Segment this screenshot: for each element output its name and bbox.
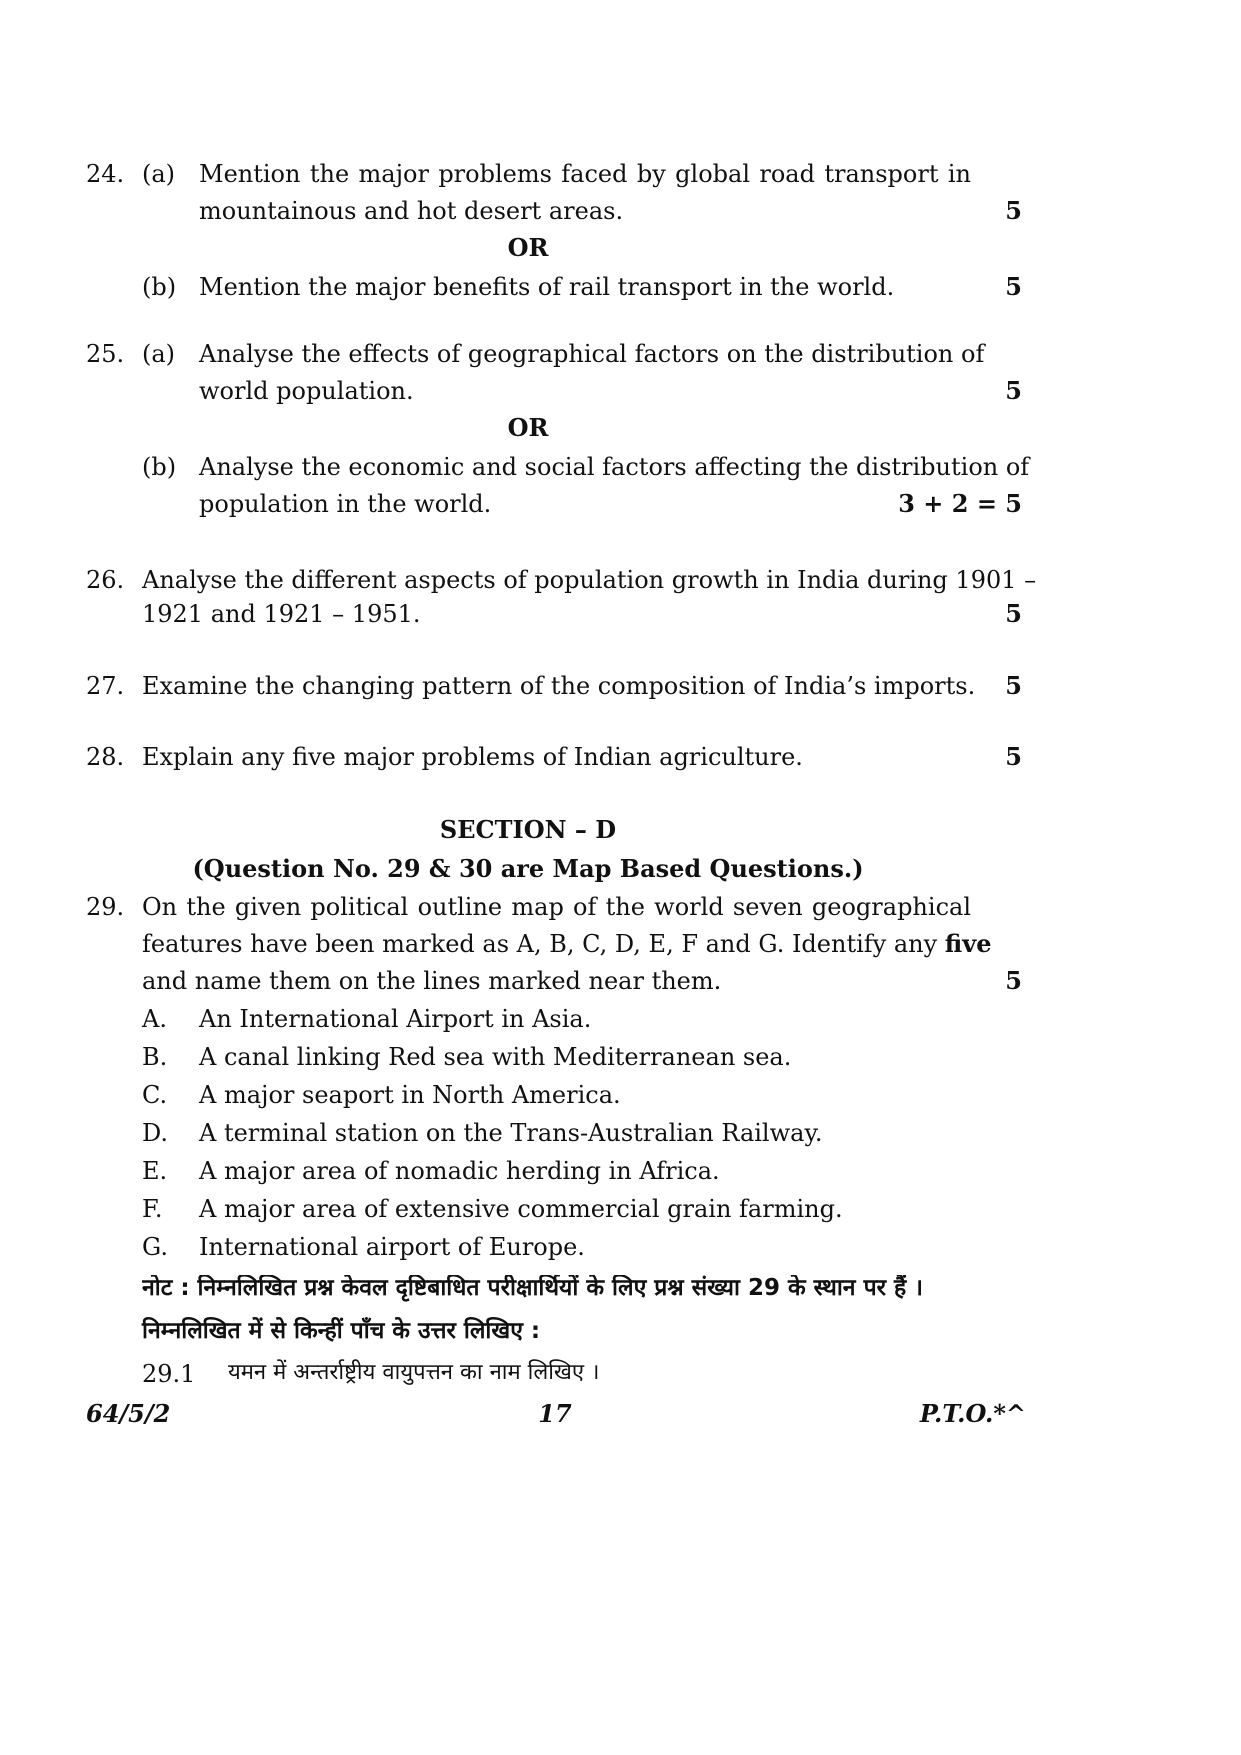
- q26-marks: 5: [1005, 599, 1022, 628]
- q29-item-label: F.: [142, 1195, 163, 1223]
- q29-number: 29.: [86, 893, 125, 921]
- q29-line2-text: features have been marked as A, B, C, D, E, F and G. Identify any: [142, 930, 945, 958]
- hindi-question-number: 29.1: [142, 1360, 196, 1388]
- q27-text: Examine the changing pattern of the composition of India’s imports.: [142, 672, 976, 700]
- hindi-note-line2: निम्नलिखित में से किन्हीं पाँच के उत्तर लिखिए :: [142, 1318, 541, 1344]
- hindi-question-text: यमन में अन्तर्राष्ट्रीय वायुपत्तन का नाम लिखिए ।: [228, 1360, 600, 1385]
- q29-item-label: C.: [142, 1081, 168, 1109]
- page-number: 17: [538, 1399, 572, 1428]
- q29-item-text: A canal linking Red sea with Mediterranean sea.: [199, 1043, 792, 1071]
- q27-number: 27.: [86, 672, 125, 700]
- q25-or: OR: [507, 413, 549, 442]
- q29-marks: 5: [1005, 966, 1022, 995]
- q24-a-line1: Mention the major problems faced by global road transport in: [199, 160, 971, 188]
- q25-b-label: (b): [142, 453, 177, 481]
- q29-item-text: A major seaport in North America.: [199, 1081, 621, 1109]
- q24-a-marks: 5: [1005, 196, 1022, 225]
- q29-line2-emphasis: five: [944, 929, 992, 958]
- q28-text: Explain any five major problems of Indian agriculture.: [142, 743, 803, 771]
- q29-line3: and name them on the lines marked near them.: [142, 967, 722, 995]
- q24-or: OR: [507, 233, 549, 262]
- q25-a-line1: Analyse the effects of geographical factors on the distribution of: [199, 340, 985, 368]
- q29-item-label: D.: [142, 1119, 169, 1147]
- paper-code: 64/5/2: [86, 1399, 171, 1428]
- q24-b-label: (b): [142, 273, 177, 301]
- q25-number: 25.: [86, 340, 125, 368]
- q29-item-text: International airport of Europe.: [199, 1233, 585, 1261]
- q24-b-marks: 5: [1005, 272, 1022, 301]
- q29-line2: [142, 929, 992, 959]
- q27-marks: 5: [1005, 671, 1022, 700]
- q24-b-text: Mention the major benefits of rail transport in the world.: [199, 273, 895, 301]
- section-subtitle: (Question No. 29 & 30 are Map Based Questions.): [192, 854, 864, 883]
- q24-a-label: (a): [142, 160, 176, 188]
- q28-marks: 5: [1005, 742, 1022, 771]
- q26-line1: Analyse the different aspects of population growth in India during 1901 –: [142, 566, 1037, 594]
- q29-item-text: A terminal station on the Trans-Australian Railway.: [199, 1119, 823, 1147]
- q25-b-line1: Analyse the economic and social factors affecting the distribution of: [199, 453, 1030, 481]
- q25-a-label: (a): [142, 340, 176, 368]
- q29-item-text: A major area of nomadic herding in Africa.: [199, 1157, 720, 1185]
- q29-item-text: A major area of extensive commercial grain farming.: [199, 1195, 843, 1223]
- q25-b-line2: population in the world.: [199, 490, 492, 518]
- q28-number: 28.: [86, 743, 125, 771]
- q24-number: 24.: [86, 160, 125, 188]
- q29-item-text: An International Airport in Asia.: [199, 1005, 592, 1033]
- section-title: SECTION – D: [439, 815, 617, 844]
- q24-a-line2: mountainous and hot desert areas.: [199, 197, 624, 225]
- q26-number: 26.: [86, 566, 125, 594]
- q29-line1: On the given political outline map of the world seven geographical: [142, 893, 971, 921]
- q29-item-label: G.: [142, 1233, 168, 1261]
- q25-b-marks: 3 + 2 = 5: [898, 489, 1022, 518]
- pto-label: P.T.O.*^: [919, 1399, 1026, 1428]
- q29-item-label: B.: [142, 1043, 168, 1071]
- q29-item-label: A.: [142, 1005, 167, 1033]
- q25-a-marks: 5: [1005, 376, 1022, 405]
- hindi-note-line1: नोट : निम्नलिखित प्रश्न केवल दृष्टिबाधित परीक्षार्थियों के लिए प्रश्न संख्या 29 के स्थान पर हैं ।: [142, 1275, 923, 1301]
- q25-a-line2: world population.: [199, 377, 414, 405]
- q26-line2: 1921 and 1921 – 1951.: [142, 600, 421, 628]
- q29-item-label: E.: [142, 1157, 168, 1185]
